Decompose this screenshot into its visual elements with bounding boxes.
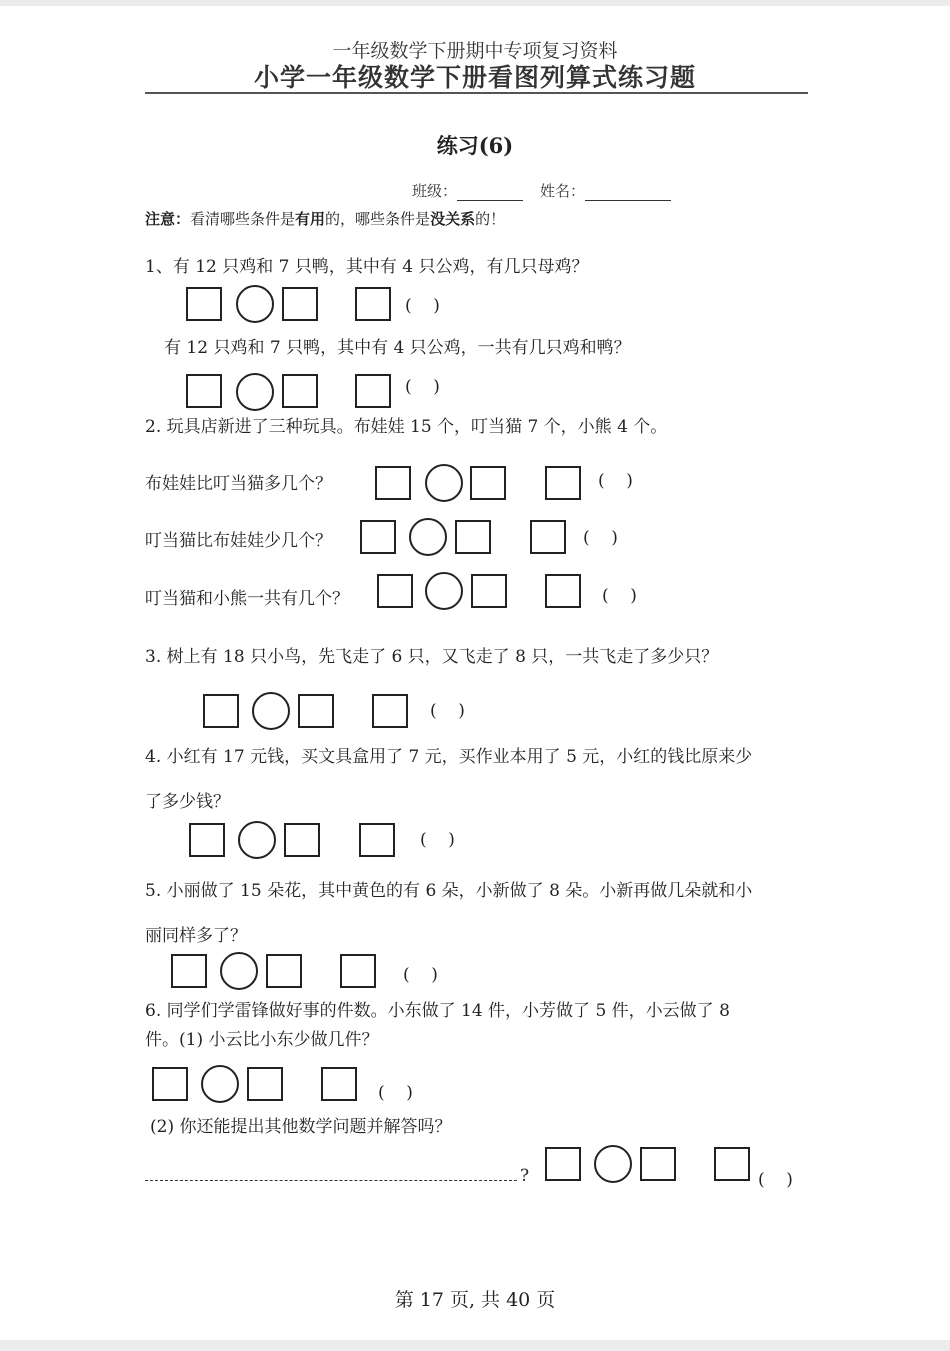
- note: [145, 208, 505, 229]
- answer-box[interactable]: [284, 823, 320, 857]
- note-text: 看清哪些条件是: [190, 210, 296, 228]
- question-1b: 有 12 只鸡和 7 只鸭，其中有 4 只公鸡，一共有几只鸡和鸭？: [164, 338, 631, 358]
- question-6-part2: (2) 你还能提出其他数学问题并解答吗？: [150, 1117, 452, 1137]
- unit-parentheses: ( ): [430, 701, 465, 721]
- operator-circle[interactable]: [236, 285, 274, 323]
- unit-parentheses: ( ): [405, 296, 440, 316]
- result-box[interactable]: [355, 374, 391, 408]
- note-prefix: 注意：: [145, 210, 191, 228]
- unit-parentheses: ( ): [602, 586, 637, 606]
- name-label: 姓名：: [540, 182, 586, 200]
- answer-box[interactable]: [171, 954, 207, 988]
- header-subtitle: 一年级数学下册期中专项复习资料: [332, 40, 618, 62]
- operator-circle[interactable]: [594, 1145, 632, 1183]
- answer-box[interactable]: [266, 954, 302, 988]
- answer-box[interactable]: [298, 694, 334, 728]
- result-box[interactable]: [545, 466, 581, 500]
- worksheet-page: [0, 6, 950, 1340]
- operator-circle[interactable]: [238, 821, 276, 859]
- operator-circle[interactable]: [220, 952, 258, 990]
- question-6-line1: 6. 同学们学雷锋做好事的件数。小东做了 14 件，小芳做了 5 件，小云做了 8: [145, 1001, 730, 1021]
- operator-circle[interactable]: [201, 1065, 239, 1103]
- exercise-title: 练习(6): [436, 133, 514, 158]
- answer-box[interactable]: [375, 466, 411, 500]
- write-question-line[interactable]: [145, 1180, 517, 1181]
- question-4-line2: 了多少钱？: [145, 792, 230, 812]
- answer-box[interactable]: [455, 520, 491, 554]
- operator-circle[interactable]: [252, 692, 290, 730]
- answer-box[interactable]: [360, 520, 396, 554]
- question-3: 3. 树上有 18 只小鸟，先飞走了 6 只，又飞走了 8 只，一共飞走了多少只？: [145, 647, 719, 667]
- question-2: 2. 玩具店新进了三种玩具。布娃娃 15 个，叮当猫 7 个，小熊 4 个。: [145, 417, 668, 437]
- operator-circle[interactable]: [409, 518, 447, 556]
- answer-box[interactable]: [471, 574, 507, 608]
- name-field: [540, 180, 671, 201]
- result-box[interactable]: [359, 823, 395, 857]
- class-label: 班级：: [412, 182, 458, 200]
- result-box[interactable]: [545, 574, 581, 608]
- note-bold: 有用: [295, 210, 326, 228]
- unit-parentheses: ( ): [405, 377, 440, 397]
- answer-box[interactable]: [470, 466, 506, 500]
- question-4-line1: 4. 小红有 17 元钱，买文具盒用了 7 元，买作业本用了 5 元，小红的钱比原来少: [145, 747, 753, 767]
- question-2a: 布娃娃比叮当猫多几个？: [145, 474, 332, 494]
- header-divider: [145, 92, 808, 94]
- answer-box[interactable]: [189, 823, 225, 857]
- result-box[interactable]: [340, 954, 376, 988]
- answer-box[interactable]: [377, 574, 413, 608]
- question-6-line2: 件。(1) 小云比小东少做几件？: [145, 1030, 379, 1050]
- question-5-line1: 5. 小丽做了 15 朵花，其中黄色的有 6 朵，小新做了 8 朵。小新再做几朵就和小: [145, 881, 753, 901]
- result-box[interactable]: [321, 1067, 357, 1101]
- note-text: 的！: [475, 210, 506, 228]
- header-title: 小学一年级数学下册看图列算式练习题: [253, 63, 696, 92]
- answer-box[interactable]: [282, 287, 318, 321]
- note-text: 的，哪些条件是: [325, 210, 431, 228]
- operator-circle[interactable]: [236, 373, 274, 411]
- question-2b: 叮当猫比布娃娃少几个？: [145, 531, 332, 551]
- result-box[interactable]: [372, 694, 408, 728]
- question-2c: 叮当猫和小熊一共有几个？: [145, 589, 349, 609]
- name-blank[interactable]: [585, 186, 671, 201]
- question-5-line2: 丽同样多了？: [145, 926, 247, 946]
- answer-box[interactable]: [186, 287, 222, 321]
- unit-parentheses: ( ): [378, 1083, 413, 1103]
- answer-box[interactable]: [152, 1067, 188, 1101]
- question-mark: ?: [520, 1166, 530, 1186]
- question-1: 1、有 12 只鸡和 7 只鸭，其中有 4 只公鸡，有几只母鸡？: [145, 257, 589, 277]
- class-blank[interactable]: [457, 186, 523, 201]
- answer-box[interactable]: [186, 374, 222, 408]
- unit-parentheses: ( ): [403, 965, 438, 985]
- page-number: 第 17 页, 共 40 页: [394, 1289, 556, 1311]
- unit-parentheses: ( ): [598, 471, 633, 491]
- answer-box[interactable]: [247, 1067, 283, 1101]
- answer-box[interactable]: [282, 374, 318, 408]
- result-box[interactable]: [355, 287, 391, 321]
- class-field: [412, 180, 523, 201]
- unit-parentheses: ( ): [583, 528, 618, 548]
- operator-circle[interactable]: [425, 572, 463, 610]
- result-box[interactable]: [714, 1147, 750, 1181]
- unit-parentheses: ( ): [758, 1170, 793, 1190]
- answer-box[interactable]: [545, 1147, 581, 1181]
- result-box[interactable]: [530, 520, 566, 554]
- note-bold: 没关系: [430, 210, 476, 228]
- operator-circle[interactable]: [425, 464, 463, 502]
- answer-box[interactable]: [640, 1147, 676, 1181]
- answer-box[interactable]: [203, 694, 239, 728]
- unit-parentheses: ( ): [420, 830, 455, 850]
